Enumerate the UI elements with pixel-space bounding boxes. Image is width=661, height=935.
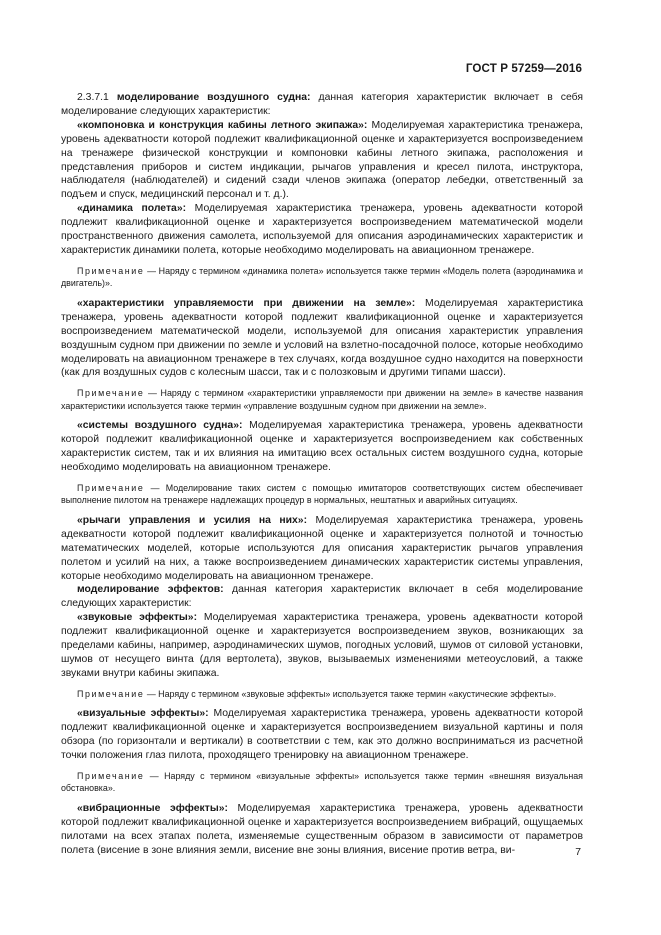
note-text: — Моделирование таких систем с помощью имитаторов соответствующих систем обеспечивает выполнение пилотом на тренажере надлежащих процедур в нормальных, нештатных и аварийных ситуациях. <box>61 482 583 506</box>
definition-text: Моделируемая характеристика тренажера, уровень адекватности которой подлежит квалификационной оценке и характеризуется воспроизведением на тренажере физической конструкции и компоновки кабины летного экипажа, расположения и представления приборов и систем индикации, рычагов управления и кресел пилота, инструктора, наблюдателя (наблюдателей) и сидений сзади членов экипажа (оператор лебедки, ответственный за подъем и спуск, медицинский персонал и т. д.). <box>61 119 583 201</box>
term: «системы воздушного судна»: <box>77 420 243 432</box>
document-body <box>61 91 583 858</box>
paragraph-control-levers <box>61 514 583 584</box>
definition-text: Моделируемая характеристика тренажера, уровень адекватности которой подлежит квалификационной оценке и характеризуется воспроизведением вибраций, ощущаемых пилотами на всех этапах полета, изменяемые существенным образом в зависимости от параметров полета (висение в зоне влияния земли, висение вне зоны влияния, висение против ветра, ви- <box>61 802 583 856</box>
note-sound-effects <box>61 688 583 701</box>
definition-text: Моделируемая характеристика тренажера, уровень адекватности которой подлежит квалификационной оценке и характеризуется воспроизведением математической модели, используемой для описания характеристик управления воздушным судном при движении по земле и условий на взлетно-посадочной полосе, которые необходимо моделировать на авиационном тренажере в тех случаях, когда воздушное судно находится на поверхности (как для воздушных судов с колесным шасси, так и с полозковым и другими типами шасси). <box>61 297 583 379</box>
paragraph-sound-effects <box>61 611 583 681</box>
note-text: — Наряду с термином «динамика полета» используется также термин «Модель полета (аэродинамика и двигатель)». <box>61 265 583 289</box>
definition-text: Моделируемая характеристика тренажера, уровень адекватности которой подлежит квалификационной оценке и характеризуется воспроизведением математической модели пространственного движения самолета, используемой для описания аэродинамических характеристик и характеристик динамики полета, которые необходимо моделировать на авиационном тренажере. <box>61 203 583 256</box>
paragraph-aircraft-modeling <box>61 91 583 119</box>
note-aircraft-systems <box>61 482 583 507</box>
term: моделирование воздушного судна: <box>116 92 311 103</box>
paragraph-flight-dynamics <box>61 202 583 258</box>
note-ground-handling <box>61 387 583 412</box>
document-id: ГОСТ Р 57259—2016 <box>465 62 582 75</box>
term: «звуковые эффекты»: <box>77 612 198 624</box>
term: «рычаги управления и усилия на них»: <box>77 514 308 526</box>
note-text: — Наряду с термином «визуальные эффекты» используется также термин «внешняя визуальная обстановка». <box>61 770 583 794</box>
note-visual-effects <box>61 770 583 795</box>
note-label: Примечание <box>77 482 145 493</box>
definition-text: Моделируемая характеристика тренажера, уровень адекватности которой подлежит квалификационной оценке и характеризуется воспроизведением звуков, возникающих за пределами кабины, например, аэродинамических шумов, погодных условий, шумов от силовой установки, шумов от несущего винта (для вертолета), звуков, вызываемых изменениями метеоусловий, а также звуками внутри кабины экипажа. <box>61 612 583 679</box>
note-label: Примечание <box>77 388 145 399</box>
term: «визуальные эффекты»: <box>77 708 209 720</box>
term: «компоновка и конструкция кабины летного экипажа»: <box>77 119 368 131</box>
paragraph-visual-effects <box>61 707 583 763</box>
term: моделирование эффектов: <box>77 584 224 596</box>
paragraph-cockpit-layout <box>61 119 583 202</box>
term: «динамика полета»: <box>77 203 187 215</box>
note-label: Примечание <box>77 688 145 699</box>
definition-text: Моделируемая характеристика тренажера, уровень адекватности которой подлежит квалификационной оценке и характеризуется полнотой и точностью математических моделей, которые используются для описания характеристик рычагов управления полетом и усилий на них, а также воспроизведением динамических характеристик системы управления, которые необходимо моделировать на авиационном тренажере. <box>61 514 583 582</box>
clause-number: 2.3.7.1 <box>77 92 117 103</box>
paragraph-aircraft-systems <box>61 419 583 475</box>
definition-text: данная категория характеристик включает в себя моделирование следующих характеристик: <box>61 584 583 610</box>
note-text: — Наряду с термином «характеристики управляемости при движении на земле» в качестве названия характеристики используется также термин «управление воздушным судном при движении на земле». <box>61 388 583 411</box>
definition-text: данная категория характеристик включает в себя моделирование следующих характеристик: <box>61 92 583 117</box>
paragraph-effects-modeling <box>61 583 583 611</box>
note-text: — Наряду с термином «звуковые эффекты» используется также термин «акустические эффекты». <box>144 688 557 699</box>
page-number: 7 <box>575 847 581 858</box>
note-label: Примечание <box>77 265 145 276</box>
paragraph-ground-handling <box>61 297 583 380</box>
term: «вибрационные эффекты»: <box>77 802 228 814</box>
definition-text: Моделируемая характеристика тренажера, уровень адекватности которой подлежит квалификационной оценке и характеризуется воспроизведением как собственных характеристик систем, так и их влияния на имитацию всех остальных систем воздушного судна, которые необходимо моделировать на авиационном тренажере. <box>61 420 583 474</box>
term: «характеристики управляемости при движении на земле»: <box>77 297 416 309</box>
definition-text: Моделируемая характеристика тренажера, уровень адекватности которой подлежит квалификационной оценке и характеризуется воспроизведением визуальной картины и поля обзора (по горизонтали и вертикали) в соответствии с тем, как это должно восприниматься из расчетной точки положения глаз пилота, проходящего тренировку на авиационном тренажере. <box>61 708 583 762</box>
note-flight-dynamics <box>61 265 583 290</box>
note-label: Примечание <box>77 770 145 781</box>
paragraph-vibration-effects <box>61 802 583 858</box>
